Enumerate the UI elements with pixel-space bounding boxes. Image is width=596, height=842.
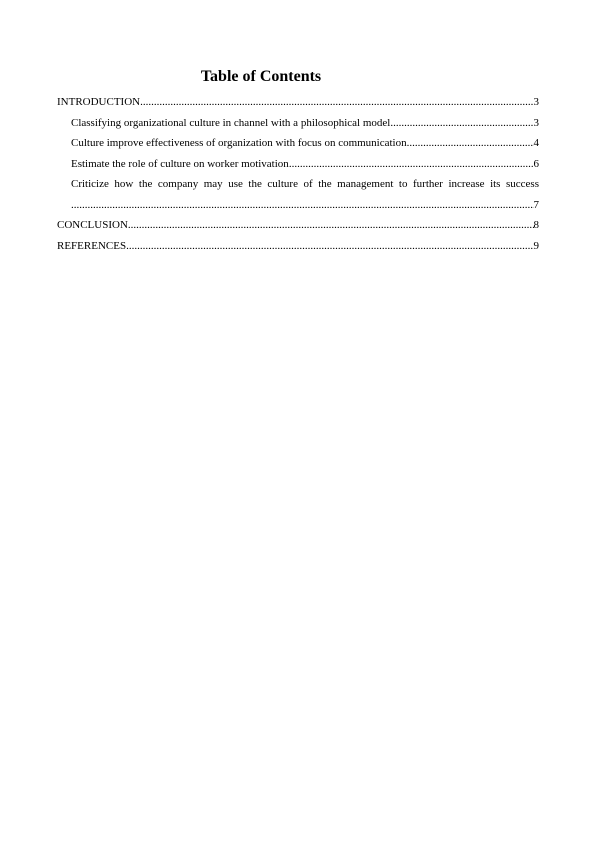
- toc-entry-label: REFERENCES: [57, 239, 127, 252]
- toc-entry-label: Culture improve effectiveness of organization with focus on communication: [71, 137, 407, 149]
- dot-leader: [407, 133, 534, 154]
- dot-leader: [126, 236, 533, 257]
- toc-entry-label: Classifying organizational culture in channel with a philosophical model: [71, 116, 391, 129]
- toc-entry-page: 3: [533, 116, 539, 129]
- toc-entry-classifying-culture[interactable]: [57, 113, 539, 134]
- toc-entry-page: 8: [533, 219, 539, 231]
- dot-leader: [289, 154, 534, 175]
- dot-leader: [128, 215, 534, 236]
- toc-entry-culture-effectiveness[interactable]: [57, 133, 539, 154]
- toc-entry-label: CONCLUSION: [57, 219, 128, 231]
- toc-title: Table of Contents: [200, 68, 322, 85]
- toc-entry-label: Criticize how the company may use the culture of the management to further increase its success: [71, 178, 539, 190]
- toc-list: [57, 92, 539, 256]
- toc-entry-worker-motivation[interactable]: [57, 154, 539, 175]
- toc-entry-criticize-management[interactable]: [57, 174, 539, 195]
- toc-entry-label: Estimate the role of culture on worker motivation: [71, 157, 289, 170]
- dot-leader: [390, 113, 533, 134]
- toc-entry-page: 4: [533, 137, 539, 149]
- toc-entry-introduction[interactable]: [57, 92, 539, 113]
- toc-entry-conclusion[interactable]: [57, 215, 539, 236]
- toc-entry-page: 9: [533, 239, 539, 252]
- toc-entry-label: INTRODUCTION: [57, 96, 141, 108]
- toc-entry-criticize-management-leader[interactable]: [57, 195, 539, 216]
- dot-leader: [140, 92, 533, 113]
- toc-entry-page: 7: [533, 198, 539, 211]
- toc-entry-page: 6: [533, 157, 539, 170]
- toc-entry-references[interactable]: [57, 236, 539, 257]
- toc-entry-page: 3: [533, 96, 539, 108]
- dot-leader: [71, 195, 534, 216]
